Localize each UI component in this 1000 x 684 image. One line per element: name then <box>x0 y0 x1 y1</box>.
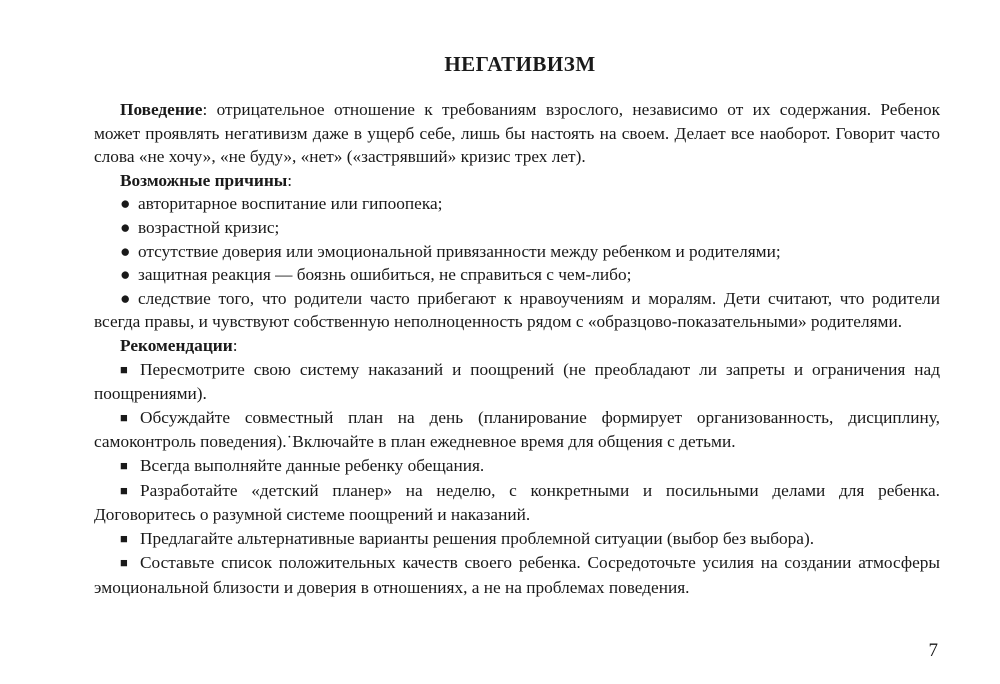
bullet-dot-icon: ● <box>120 288 131 308</box>
page-content <box>94 98 940 599</box>
page-title: НЕГАТИВИЗМ <box>444 52 596 76</box>
recommendation-item: ■ Всегда выполняйте данные ребенку обещания. <box>94 454 940 479</box>
page-number: 7 <box>928 640 938 661</box>
bullet-square-icon: ■ <box>120 482 128 498</box>
behavior-label: Поведение <box>120 100 203 119</box>
cause-item: ● авторитарное воспитание или гипоопека; <box>94 192 940 216</box>
causes-label: Возможные причины <box>120 170 288 190</box>
recommendation-item: ■ Предлагайте альтернативные варианты решения проблемной ситуации (выбор без выбора). <box>94 527 940 552</box>
cause-item: ● защитная реакция — боязнь ошибиться, не справиться с чем-либо; <box>94 263 940 287</box>
cause-item: ● возрастной кризис; <box>94 216 940 240</box>
recommendation-item: ■ Обсуждайте совместный план на день (планирование формирует организованность, дисциплину, самоконтроль поведения).˙Включайте в план ежедневное время для общения с детьми. <box>94 407 940 452</box>
bullet-dot-icon: ● <box>120 265 131 285</box>
recommendation-item: ■ Разработайте «детский планер» на неделю, с конкретными и посильными делами для ребенка. Договоритесь о разумной системе поощрений и наказаний. <box>94 480 940 525</box>
recommendations-label: Рекомендации <box>120 335 233 355</box>
causes-heading: Возможные причины: <box>120 170 293 190</box>
bullet-dot-icon: ● <box>120 217 131 237</box>
bullet-dot-icon: ● <box>120 241 131 261</box>
recommendations-heading: Рекомендации: <box>120 335 238 355</box>
bullet-square-icon: ■ <box>120 409 128 425</box>
behavior-text: : отрицательное отношение к требованиям взрослого, независимо от их содержания. Ребенок может проявлять негативизм даже в ущерб себе, лишь бы настоять на своем. Делает все наоборот. Говорит часто слова «не хочу», «не буду», «нет» («застрявший» кризис трех лет). <box>94 100 940 167</box>
bullet-square-icon: ■ <box>120 361 128 377</box>
bullet-dot-icon: ● <box>120 194 131 214</box>
bullet-square-icon: ■ <box>120 457 128 473</box>
bullet-square-icon: ■ <box>120 555 128 571</box>
recommendation-item: ■ Пересмотрите свою систему наказаний и поощрений (не преобладают ли запреты и ограничения над поощрениями). <box>94 359 940 404</box>
cause-item: ● следствие того, что родители часто прибегают к нравоучениям и моралям. Дети считают, что родители всегда правы, и чувствуют собственную неполноценность рядом с «образцово-показательными» родителями. <box>94 288 940 332</box>
bullet-square-icon: ■ <box>120 530 128 546</box>
recommendation-item: ■ Составьте список положительных качеств своего ребенка. Сосредоточьте усилия на создании атмосферы эмоциональной близости и доверия в отношениях, а не на проблемах поведения. <box>94 553 940 597</box>
cause-item: ● отсутствие доверия или эмоциональной привязанности между ребенком и родителями; <box>94 240 940 264</box>
behavior-paragraph <box>94 98 940 169</box>
